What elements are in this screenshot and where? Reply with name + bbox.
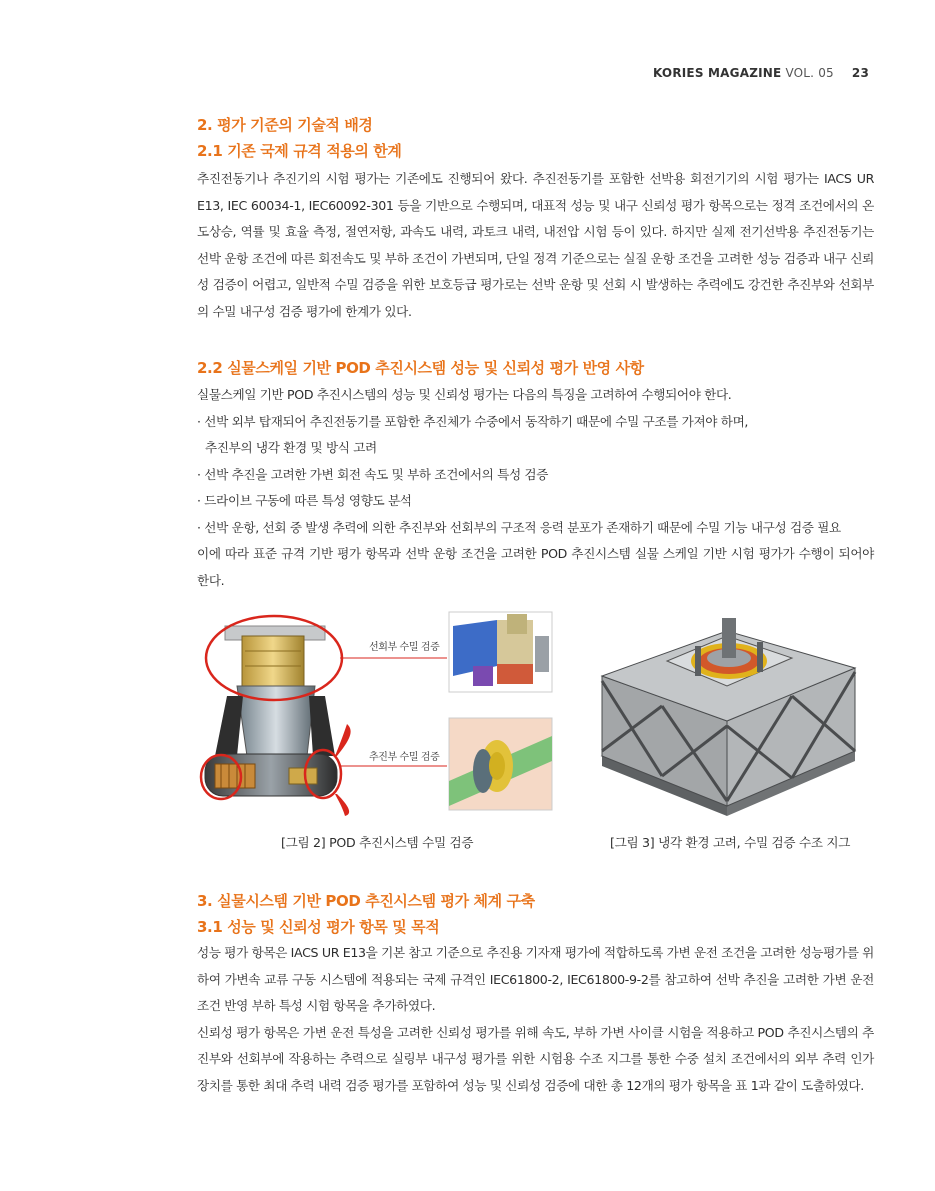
section-3-1-paragraph-2: 신뢰성 평가 항목은 가변 운전 특성을 고려한 신뢰성 평가를 위해 속도, 부하 가변 사이클 시험을 적용하고 POD 추진시스템의 추진부와 선회부에 작용하는 추력으로 실링부 내구성 평가를 위한 시험용 수조 지그를 통한 수중 설치 조건에서의 외부 추력 인가 장치를 통한 최대 추력 내력 검증 평가를 포함하여 성능 및 신뢰성 검증에 대한 총 12개의 평가 항목을 표 1과 같이 도출하였다. <box>197 1024 874 1093</box>
article-content <box>197 112 874 1099</box>
figure-2 <box>197 606 557 816</box>
bullet-item: · 드라이브 구동에 따른 특성 영향도 분석 <box>197 493 412 508</box>
label-swivel-seal: 선회부 수밀 검증 <box>369 638 439 653</box>
magazine-name: KORIES MAGAZINE <box>652 66 782 80</box>
page-header <box>653 66 869 80</box>
figure-3-caption: [그림 3] 냉각 환경 고려, 수밀 검증 수조 지그 <box>610 835 851 850</box>
figure-3 <box>597 606 859 821</box>
page-number: 23 <box>851 66 869 80</box>
water-tank-jig-image <box>597 606 859 821</box>
section-2-1-paragraph: 추진전동기나 추진기의 시험 평가는 기존에도 진행되어 왔다. 추진전동기를 포함한 선박용 회전기기의 시험 평가는 IACS UR E13, IEC 60034-1, IEC60092-301 등을 기반으로 수행되며, 대표적 성능 및 내구 신뢰성 평가 항목으로는 정격 조건에서의 온도상승, 역률 및 효율 측정, 절연저항, 과속도 내력, 과토크 내력, 내전압 시험 등이 있다. 하지만 실제 전기선박용 추진전동기는 선박 운항 조건에 따른 회전속도 및 부하 조건이 가변되며, 단일 정격 기준으로는 실질 운항 조건을 고려한 성능 검증과 내구 신뢰성 검증이 어렵고, 일반적 수밀 검증을 위한 보호등급 평가로는 선박 운항 및 선회 시 발생하는 추력에도 강건한 추진부와 선회부의 수밀 내구성 검증 평가에 한계가 있다. <box>197 171 874 319</box>
section-3-title: 3. 실물시스템 기반 POD 추진시스템 평가 체계 구축 <box>197 892 535 910</box>
label-propulsion-seal: 추진부 수밀 검증 <box>369 748 439 763</box>
section-2-1-title: 2.1 기존 국제 규격 적용의 한계 <box>197 142 402 160</box>
bullet-item: · 선박 운항, 선회 중 발생 추력에 의한 추진부와 선회부의 구조적 응력 분포가 존재하기 때문에 수밀 기능 내구성 검증 필요 <box>197 519 841 535</box>
magazine-volume: VOL. 05 <box>785 66 834 80</box>
section-2-2-title: 2.2 실물스케일 기반 POD 추진시스템 성능 및 신뢰성 평가 반영 사항 <box>197 359 644 377</box>
figure-2-caption: [그림 2] POD 추진시스템 수밀 검증 <box>281 835 474 850</box>
figures-row <box>197 606 874 874</box>
section-2-2-intro: 실물스케일 기반 POD 추진시스템의 성능 및 신뢰성 평가는 다음의 특징을 고려하여 수행되어야 한다. <box>197 387 732 402</box>
section-3-1-paragraph-1: 성능 평가 항목은 IACS UR E13을 기본 참고 기준으로 추진용 기자재 평가에 적합하도록 가변 운전 조건을 고려한 성능평가를 위하여 가변속 교류 구동 시스템에 적용되는 국제 규격인 IEC61800-2, IEC61800-9-2를 참고하여 선박 추진을 고려한 가변 운전 조건 반영 부하 특성 시험 항목을 추가하였다. <box>197 945 874 1013</box>
section-2-title: 2. 평가 기준의 기술적 배경 <box>197 116 373 134</box>
bullet-item: · 선박 추진을 고려한 가변 회전 속도 및 부하 조건에서의 특성 검증 <box>197 466 549 482</box>
section-3-1-title: 3.1 성능 및 신뢰성 평가 항목 및 목적 <box>197 918 440 936</box>
bullet-item: · 선박 외부 탑재되어 추진전동기를 포함한 추진체가 수중에서 동작하기 때문에 수밀 구조를 가져야 하며, <box>197 413 749 429</box>
section-2-2-conclusion: 이에 따라 표준 규격 기반 평가 항목과 선박 운항 조건을 고려한 POD 추진시스템 실물 스케일 기반 시험 평가가 수행이 되어야 한다. <box>197 546 874 588</box>
bullet-item: 추진부의 냉각 환경 및 방식 고려 <box>205 440 377 455</box>
